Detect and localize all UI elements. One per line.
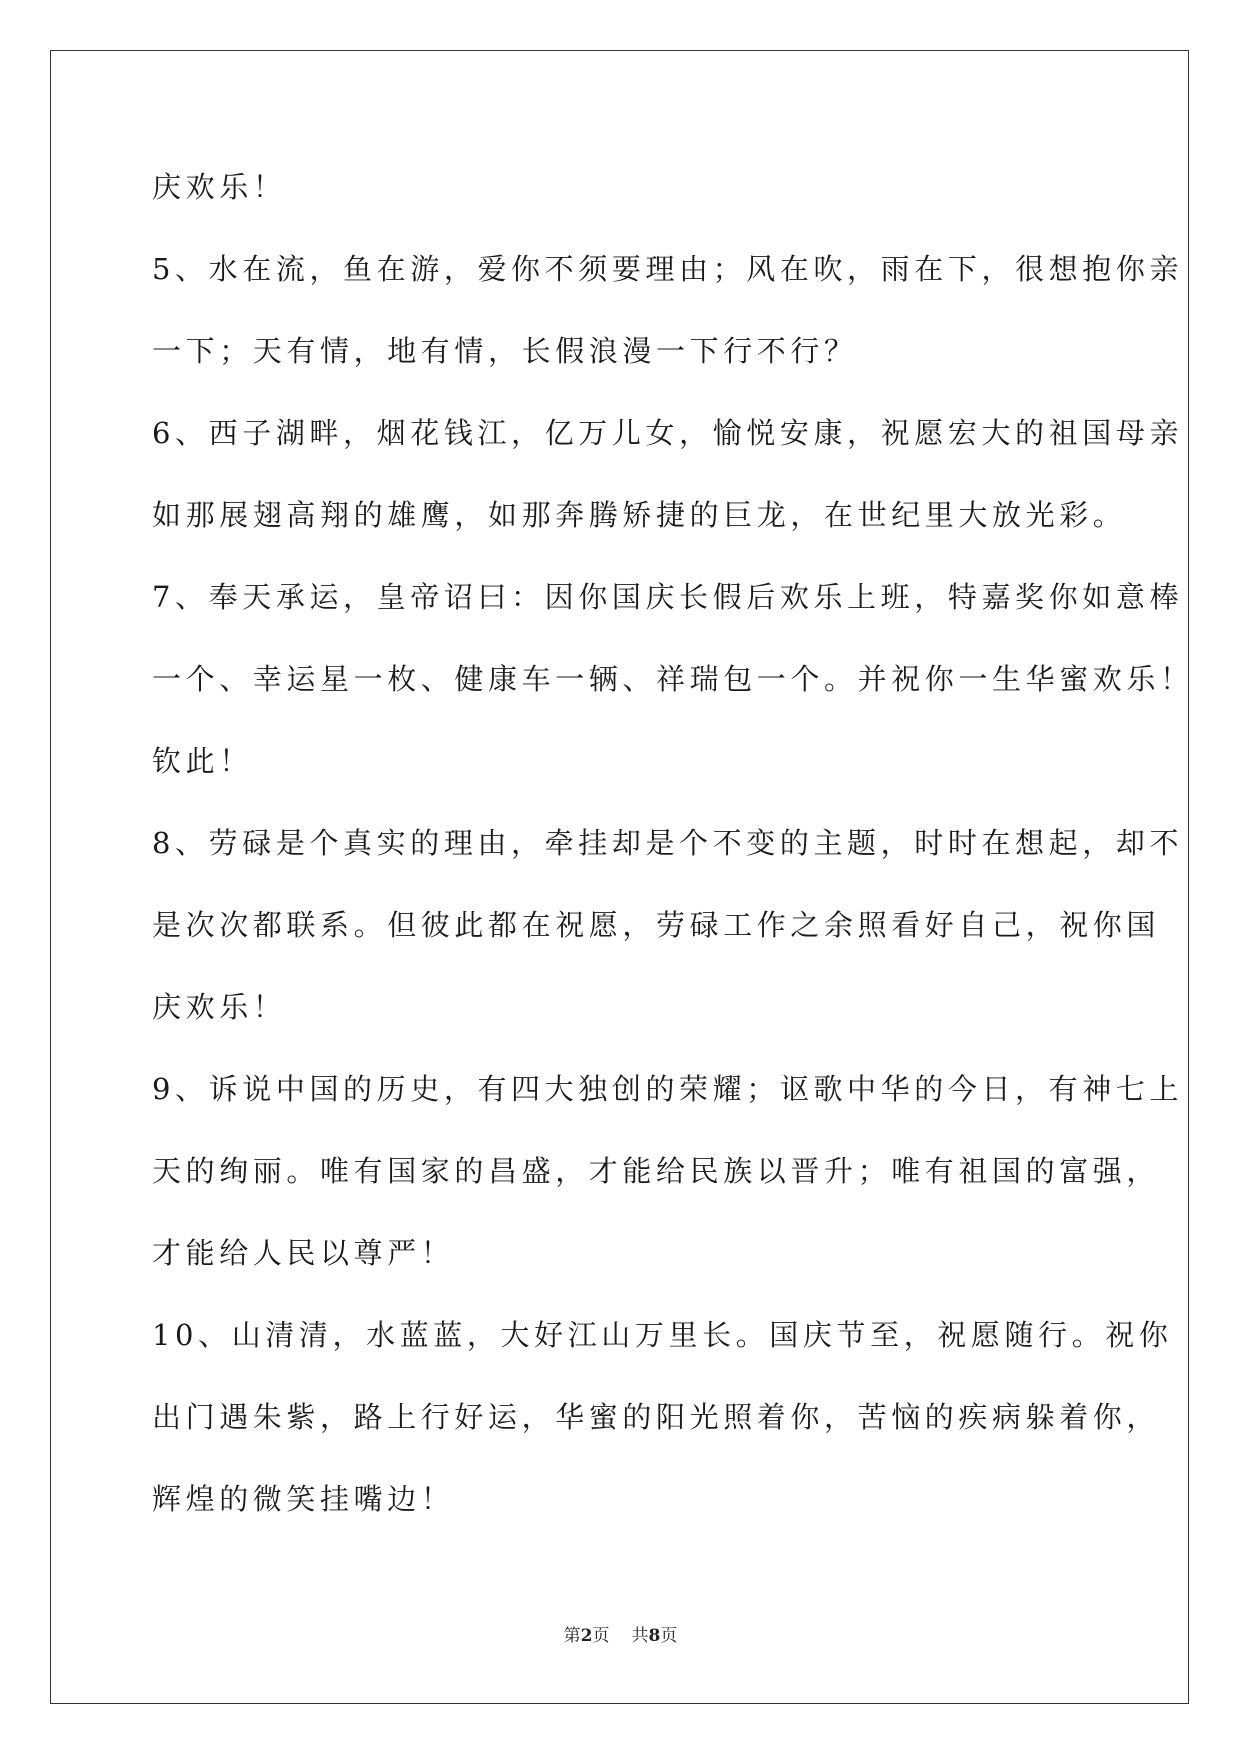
- text-line-5: 如那展翅高翔的雄鹰，如那奔腾矫捷的巨龙，在世纪里大放光彩。: [152, 498, 1127, 532]
- text-line-17: 辉煌的微笑挂嘴边！: [152, 1482, 455, 1516]
- text-line-7: 一个、幸运星一枚、健康车一辆、祥瑞包一个。并祝你一生华蜜欢乐！: [152, 662, 1194, 696]
- text-line-14: 才能给人民以尊严！: [152, 1236, 455, 1270]
- footer-total-suffix: 页: [660, 1626, 678, 1646]
- text-line-11: 庆欢乐！: [152, 990, 287, 1024]
- page-footer: [0, 1621, 1241, 1646]
- text-line-12: 9、诉说中国的历史，有四大独创的荣耀；讴歌中华的今日，有神七上: [152, 1072, 1184, 1106]
- footer-page-suffix: 页: [592, 1626, 610, 1646]
- footer-page-prefix: 第: [563, 1626, 581, 1646]
- text-line-1: 庆欢乐！: [152, 170, 287, 204]
- document-body: [152, 157, 1194, 1551]
- text-line-6: 7、奉天承运，皇帝诏曰：因你国庆长假后欢乐上班，特嘉奖你如意棒: [152, 580, 1184, 614]
- text-line-4: 6、西子湖畔，烟花钱江，亿万儿女，愉悦安康，祝愿宏大的祖国母亲: [152, 416, 1184, 450]
- text-line-15: 10、山清清，水蓝蓝，大好江山万里长。国庆节至，祝愿随行。祝你: [152, 1318, 1173, 1352]
- text-line-10: 是次次都联系。但彼此都在祝愿，劳碌工作之余照看好自己，祝你国: [152, 908, 1161, 942]
- footer-total-pages: 8: [648, 1626, 661, 1646]
- text-line-2: 5、水在流，鱼在游，爱你不须要理由；风在吹，雨在下，很想抱你亲: [152, 252, 1184, 286]
- text-line-8: 钦此！: [152, 744, 253, 778]
- footer-page-number: 2: [580, 1626, 593, 1646]
- text-line-13: 天的绚丽。唯有国家的昌盛，才能给民族以晋升；唯有祖国的富强，: [152, 1154, 1161, 1188]
- text-line-16: 出门遇朱紫，路上行好运，华蜜的阳光照着你，苦恼的疾病躲着你，: [152, 1400, 1161, 1434]
- text-line-3: 一下；天有情，地有情，长假浪漫一下行不行？: [152, 334, 858, 368]
- footer-total-prefix: 共: [631, 1626, 649, 1646]
- text-line-9: 8、劳碌是个真实的理由，牵挂却是个不变的主题，时时在想起，却不: [152, 826, 1184, 860]
